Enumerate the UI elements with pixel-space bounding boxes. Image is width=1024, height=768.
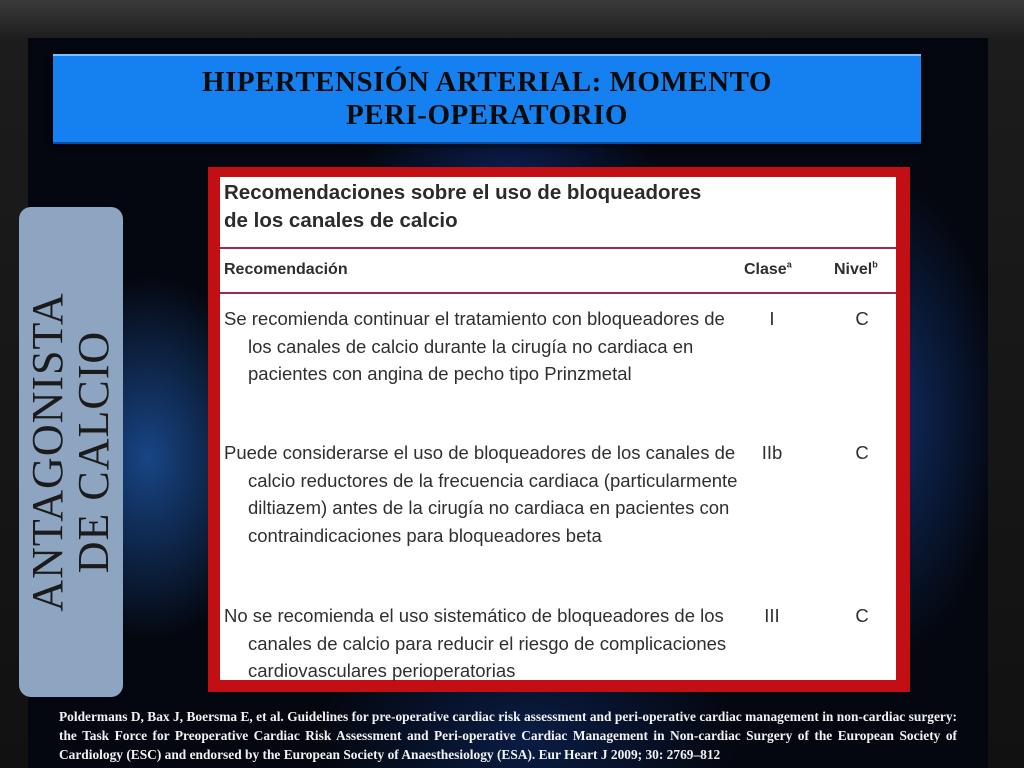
table-row-1-level: C <box>855 308 869 329</box>
column-header-class <box>744 261 792 279</box>
side-label <box>25 207 117 697</box>
table-heading-line-1: Recomendaciones sobre el uso de bloqueadores <box>224 181 702 204</box>
table-row-3-class: III <box>764 605 780 626</box>
table-row-2-class: IIb <box>761 442 783 463</box>
citation: Poldermans D, Bax J, Boersma E, et al. Guidelines for pre-operative cardiac risk assessment and peri-operative cardiac management in non-cardiac surgery: the Task Force for Preoperative Cardiac Risk Assessment and Peri-operative Cardiac Management in Non-cardiac Surgery of the European Society of Cardiology (ESC) and endorsed by the European Society of Anaesthesiology (ESA). Eur Heart J 2009; 30: 2769–812 <box>59 709 957 762</box>
column-header-level-label: Nivel <box>834 261 873 278</box>
table-row-2-level: C <box>855 442 869 463</box>
table-heading-line-2: de los canales de calcio <box>224 209 458 232</box>
recommendations-table <box>208 167 910 692</box>
slide-title-bar <box>53 54 921 144</box>
table-rule-header <box>220 292 896 294</box>
table-rule-top <box>220 247 896 249</box>
column-header-level <box>834 261 878 279</box>
table-row-1-class: I <box>769 308 775 329</box>
slide-title-line-1: HIPERTENSIÓN ARTERIAL: MOMENTO <box>202 66 772 98</box>
slide-title-line-2: PERI-OPERATORIO <box>346 99 628 131</box>
side-label-line-1: ANTAGONISTA <box>23 292 72 612</box>
column-header-level-footnote: b <box>872 259 878 270</box>
recommendations-table-body <box>220 177 896 680</box>
table-row-2-recommendation: Puede considerarse el uso de bloqueadores de los canales de calcio reductores de la frecuencia cardiaca (particularmente diltiazem) antes de la cirugía no cardiaca en pacientes con contraindicaciones para bloqueadores beta <box>224 442 738 546</box>
side-label-line-2: DE CALCIO <box>69 330 118 574</box>
table-row-3-level: C <box>855 605 869 626</box>
column-header-class-footnote: a <box>786 259 792 270</box>
column-header-recommendation: Recomendación <box>224 261 348 278</box>
column-header-class-label: Clase <box>744 261 787 278</box>
table-heading <box>224 179 884 235</box>
table-row-3-recommendation: No se recomienda el uso sistemático de bloqueadores de los canales de calcio para reducir el riesgo de complicaciones cardiovasculares perioperatorias <box>224 605 727 681</box>
table-row-1-recommendation: Se recomienda continuar el tratamiento con bloqueadores de los canales de calcio durante la cirugía no cardiaca en pacientes con angina de pecho tipo Prinzmetal <box>224 308 725 384</box>
